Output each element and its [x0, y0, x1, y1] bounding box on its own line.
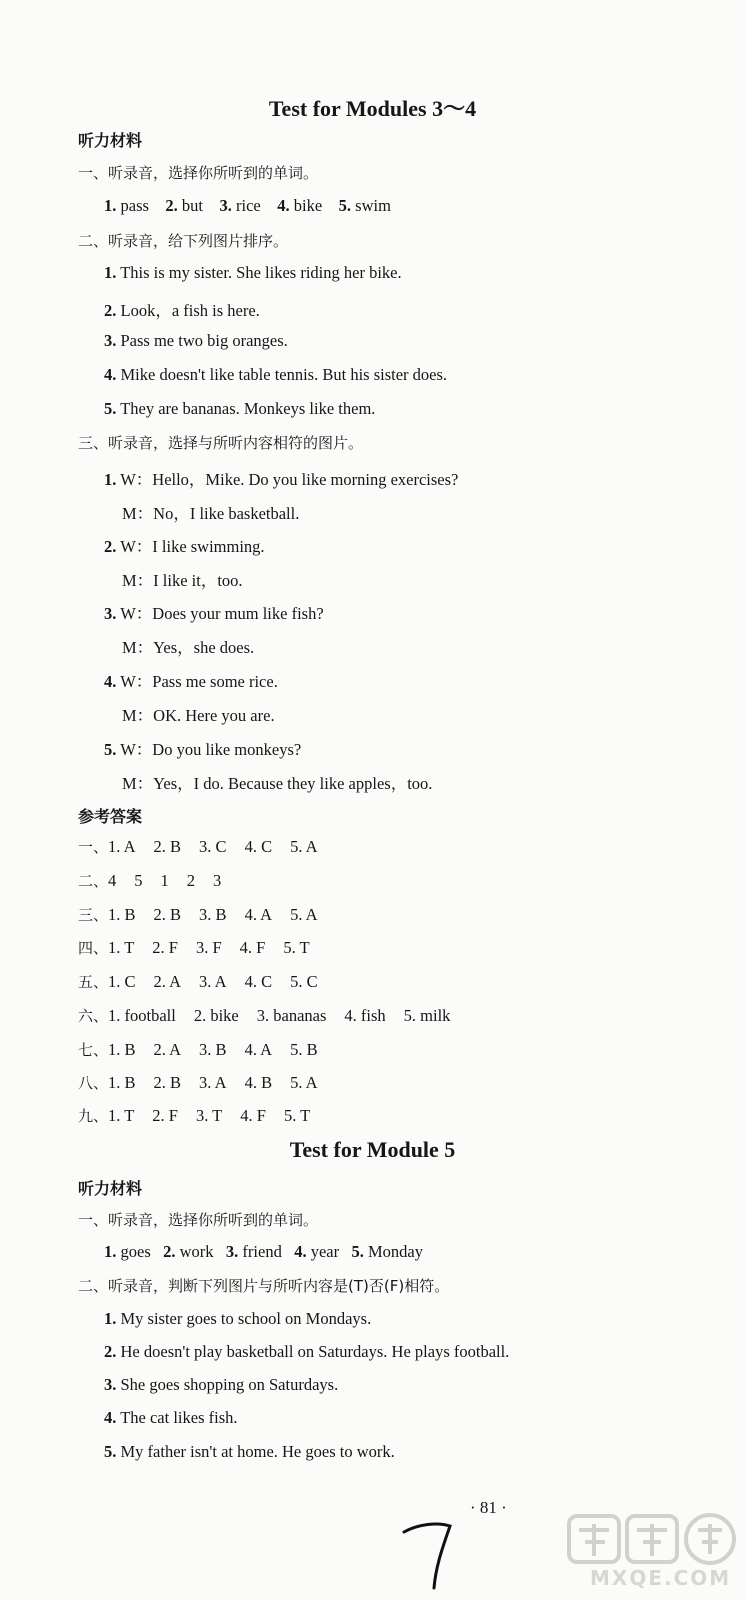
word-list: [104, 196, 391, 216]
dialogue-w-line: 3. W：Does your mum like fish?: [104, 604, 324, 623]
sentence-item: 1. This is my sister. She likes riding her bike.: [104, 263, 402, 282]
dialogue-m-line: M：I like it，too.: [122, 571, 243, 590]
word-item: 3. rice: [219, 196, 261, 215]
word-item: 2. work: [163, 1242, 214, 1261]
question-3-prompt: 三、听录音，选择与所听内容相符的图片。: [78, 434, 364, 452]
answer-row: 四、1. T 2. F 3. F 4. F 5. T: [78, 938, 310, 957]
question-2-prompt: 二、听录音，给下列图片排序。: [78, 232, 289, 250]
answer-row: 八、1. B 2. B 3. A 4. B 5. A: [78, 1073, 318, 1092]
word-item: 4. bike: [277, 196, 323, 215]
test-title-module-5: Test for Module 5: [289, 1137, 456, 1162]
sentence-item: 3. Pass me two big oranges.: [104, 331, 288, 350]
sentence-item: 4. Mike doesn't like table tennis. But his sister does.: [104, 365, 448, 384]
sentence-item: 3. She goes shopping on Saturdays.: [104, 1375, 339, 1394]
reference-answers-heading: 参考答案: [78, 807, 143, 826]
watermark-text: MXQE.COM: [590, 1566, 732, 1590]
answer-row: 五、1. C 2. A 3. A 4. C 5. C: [78, 972, 318, 991]
dialogue-w-line: 2. W：I like swimming.: [104, 537, 265, 556]
watermark-logo-icon: [565, 1510, 740, 1570]
answer-row: 七、1. B 2. A 3. B 4. A 5. B: [78, 1040, 318, 1059]
dialogue-m-line: M：Yes，she does.: [122, 638, 255, 657]
dialogue-w-line: 5. W：Do you like monkeys?: [104, 740, 302, 759]
answer-row: 九、1. T 2. F 3. T 4. F 5. T: [78, 1106, 311, 1125]
answer-row: 二、4 5 1 2 3: [78, 871, 222, 890]
dialogue-w-line: 4. W：Pass me some rice.: [104, 672, 278, 691]
page-number: · 81 ·: [470, 1498, 507, 1517]
word-list: [104, 1242, 423, 1262]
sentence-item: 2. He doesn't play basketball on Saturdays. He plays football.: [104, 1342, 510, 1361]
answer-row: 三、1. B 2. B 3. B 4. A 5. A: [78, 905, 318, 924]
sentence-item: 2. Look，a fish is here.: [104, 301, 260, 320]
question-1-prompt: 一、听录音，选择你所听到的单词。: [78, 164, 319, 182]
word-item: 5. Monday: [351, 1242, 423, 1261]
sentence-item: 5. They are bananas. Monkeys like them.: [104, 399, 376, 418]
question-2-prompt: 二、听录音，判断下列图片与所听内容是(T)否(F)相符。: [78, 1277, 450, 1295]
word-item: 1. pass: [104, 196, 149, 215]
listening-material-heading: 听力材料: [78, 1179, 143, 1198]
answer-row: 六、1. football 2. bike 3. bananas 4. fish 5. milk: [78, 1006, 451, 1025]
word-item: 5. swim: [338, 196, 391, 215]
listening-material-heading: 听力材料: [78, 131, 143, 150]
dialogue-w-line: 1. W：Hello，Mike. Do you like morning exercises?: [104, 470, 459, 489]
word-item: 4. year: [294, 1242, 340, 1261]
dialogue-m-line: M：No，I like basketball.: [122, 504, 300, 523]
dialogue-m-line: M：OK. Here you are.: [122, 706, 275, 725]
dialogue-m-line: M：Yes，I do. Because they like apples，too.: [122, 774, 433, 793]
word-item: 2. but: [165, 196, 204, 215]
sentence-item: 4. The cat likes fish.: [104, 1408, 238, 1427]
question-1-prompt: 一、听录音，选择你所听到的单词。: [78, 1211, 319, 1229]
handwritten-seven-mark: [398, 1518, 458, 1590]
sentence-item: 5. My father isn't at home. He goes to work.: [104, 1442, 395, 1461]
word-item: 1. goes: [104, 1242, 151, 1261]
test-title-modules-3-4: Test for Modules 3～4: [268, 96, 477, 121]
word-item: 3. friend: [225, 1242, 282, 1261]
sentence-item: 1. My sister goes to school on Mondays.: [104, 1309, 372, 1328]
answer-row: 一、1. A 2. B 3. C 4. C 5. A: [78, 837, 318, 856]
